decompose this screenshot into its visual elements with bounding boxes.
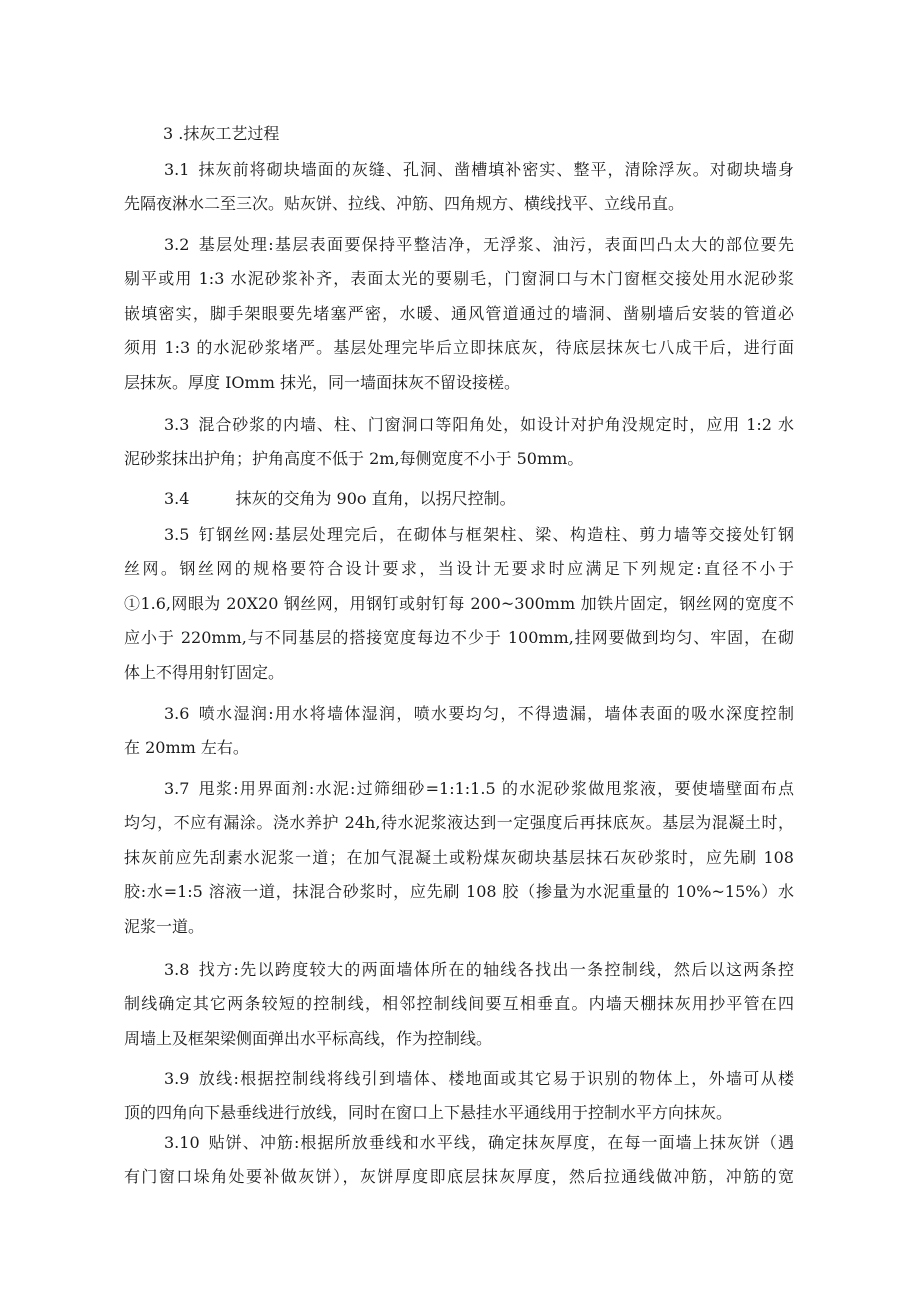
paragraph-line <box>124 953 794 987</box>
paragraph-3-6 <box>124 697 794 766</box>
paragraph-line <box>124 697 794 731</box>
section-heading: 3 .抹灰工艺过程 <box>163 124 280 143</box>
paragraph-3-2 <box>124 228 794 400</box>
paragraph-number: 3.7 <box>164 779 190 798</box>
paragraph-line <box>124 772 794 806</box>
line-text: 贴饼、冲筋:根据所放垂线和水平线，确定抹灰厚度，在每一面墙上抹灰饼（遇 <box>207 1133 794 1152</box>
paragraph-line <box>124 228 794 262</box>
paragraph-line: 抹灰前应先刮素水泥浆一道；在加气混凝土或粉煤灰砌块基层抹石灰砂浆时，应先刷 108 <box>124 847 794 867</box>
paragraph-line: 体上不得用射钉固定。 <box>124 662 285 682</box>
paragraph-3-10 <box>124 1126 794 1195</box>
paragraph-line <box>124 408 794 442</box>
paragraph-number: 3.3 <box>164 415 190 434</box>
paragraph-line: ①1.6,网眼为 20X20 钢丝网，用钢钉或射钉每 200~300mm 加铁片固定，钢丝网的宽度不 <box>124 593 794 613</box>
paragraph-number: 3.9 <box>164 1069 190 1088</box>
paragraph-line: 制线确定其它两条较短的控制线，相邻控制线间要互相垂直。内墙天棚抹灰用抄平管在四 <box>124 994 794 1014</box>
line-text: 抹灰的交角为 90o 直角，以拐尺控制。 <box>235 489 516 508</box>
paragraph-line: 应小于 220mm,与不同基层的搭接宽度每边不少于 100mm,挂网要做到均匀、牢固，在砌 <box>124 628 794 648</box>
paragraph-line: 须用 1:3 的水泥砂浆堵严。基层处理完毕后立即抹底灰，待底层抹灰七八成干后，进行面 <box>124 338 794 358</box>
line-text: 放线:根据控制线将线引到墙体、楼地面或其它易于识别的物体上，外墙可从楼 <box>197 1069 794 1088</box>
paragraph-line: 丝网。钢丝网的规格要符合设计要求，当设计无要求时应满足下列规定:直径不小于 <box>124 559 794 579</box>
line-text: 喷水湿润:用水将墙体湿润，喷水要均匀，不得遗漏，墙体表面的吸水深度控制 <box>197 704 794 723</box>
paragraph-line: 胶:水=1:5 溶液一道，抹混合砂浆时，应先刷 108 胶（掺量为水泥重量的 10%~15%）水 <box>124 882 794 902</box>
paragraph-number: 3.1 <box>164 160 190 179</box>
paragraph-3-8 <box>124 953 794 1056</box>
paragraph-line <box>124 1126 794 1160</box>
paragraph-line: 嵌填密实，脚手架眼要先堵塞严密，水暖、通风管道通过的墙洞、凿剔墙后安装的管道必 <box>124 303 794 323</box>
paragraph-line: 泥砂浆抹出护角；护角高度不低于 2m,每侧宽度不小于 50mm。 <box>124 449 584 469</box>
line-text: 混合砂浆的内墙、柱、门窗洞口等阳角处，如设计对护角没规定时，应用 1:2 水 <box>197 415 794 434</box>
paragraph-number: 3.2 <box>164 235 190 254</box>
paragraph-3-4 <box>124 482 794 516</box>
paragraph-number: 3.10 <box>164 1133 200 1152</box>
paragraph-number: 3.8 <box>164 960 190 979</box>
paragraph-line <box>124 153 794 187</box>
paragraph-line: 在 20mm 左右。 <box>124 738 249 758</box>
paragraph-line <box>124 482 794 516</box>
paragraph-line: 泥浆一道。 <box>124 916 205 936</box>
paragraph-line: 剔平或用 1:3 水泥砂浆补齐，表面太光的要剔毛，门窗洞口与木门窗框交接处用水泥砂浆 <box>124 269 794 289</box>
paragraph-3-5 <box>124 518 794 690</box>
paragraph-line: 层抹灰。厚度 IOmm 抹光，同一墙面抹灰不留设接槎。 <box>124 372 520 392</box>
paragraph-line <box>124 518 794 552</box>
line-text: 钉钢丝网:基层处理完后，在砌体与框架柱、梁、构造柱、剪力墙等交接处钉钢 <box>197 525 794 544</box>
paragraph-number: 3.5 <box>164 525 190 544</box>
paragraph-3-7 <box>124 772 794 944</box>
paragraph-line: 均匀，不应有漏涂。浇水养护 24h,待水泥浆液达到一定强度后再抹底灰。基层为混凝土时， <box>124 813 794 833</box>
line-text: 抹灰前将砌块墙面的灰缝、孔洞、凿槽填补密实、整平，清除浮灰。对砌块墙身 <box>197 160 794 179</box>
line-text: 找方:先以跨度较大的两面墙体所在的轴线各找出一条控制线，然后以这两条控 <box>197 960 794 979</box>
paragraph-line: 周墙上及框架梁侧面弹出水平标高线，作为控制线。 <box>124 1028 493 1048</box>
paragraph-number: 3.4 <box>164 489 190 508</box>
paragraph-line: 顶的四角向下悬垂线进行放线，同时在窗口上下悬挂水平通线用于控制水平方向抹灰。 <box>124 1103 733 1123</box>
paragraph-line: 先隔夜淋水二至三次。贴灰饼、拉线、冲筋、四角规方、横线找平、立线吊直。 <box>124 194 685 214</box>
paragraph-3-9 <box>124 1062 794 1131</box>
line-text: 基层处理:基层表面要保持平整洁净，无浮浆、油污，表面凹凸太大的部位要先 <box>197 235 794 254</box>
paragraph-number: 3.6 <box>164 704 190 723</box>
paragraph-line <box>124 1062 794 1096</box>
paragraph-3-3 <box>124 408 794 477</box>
line-text: 甩浆:用界面剂:水泥:过筛细砂=1:1:1.5 的水泥砂浆做甩浆液，要使墙壁面布点 <box>197 779 794 798</box>
paragraph-line: 有门窗口垛角处要补做灰饼），灰饼厚度即底层抹灰厚度，然后拉通线做冲筋，冲筋的宽 <box>124 1167 794 1187</box>
paragraph-3-1 <box>124 153 794 222</box>
